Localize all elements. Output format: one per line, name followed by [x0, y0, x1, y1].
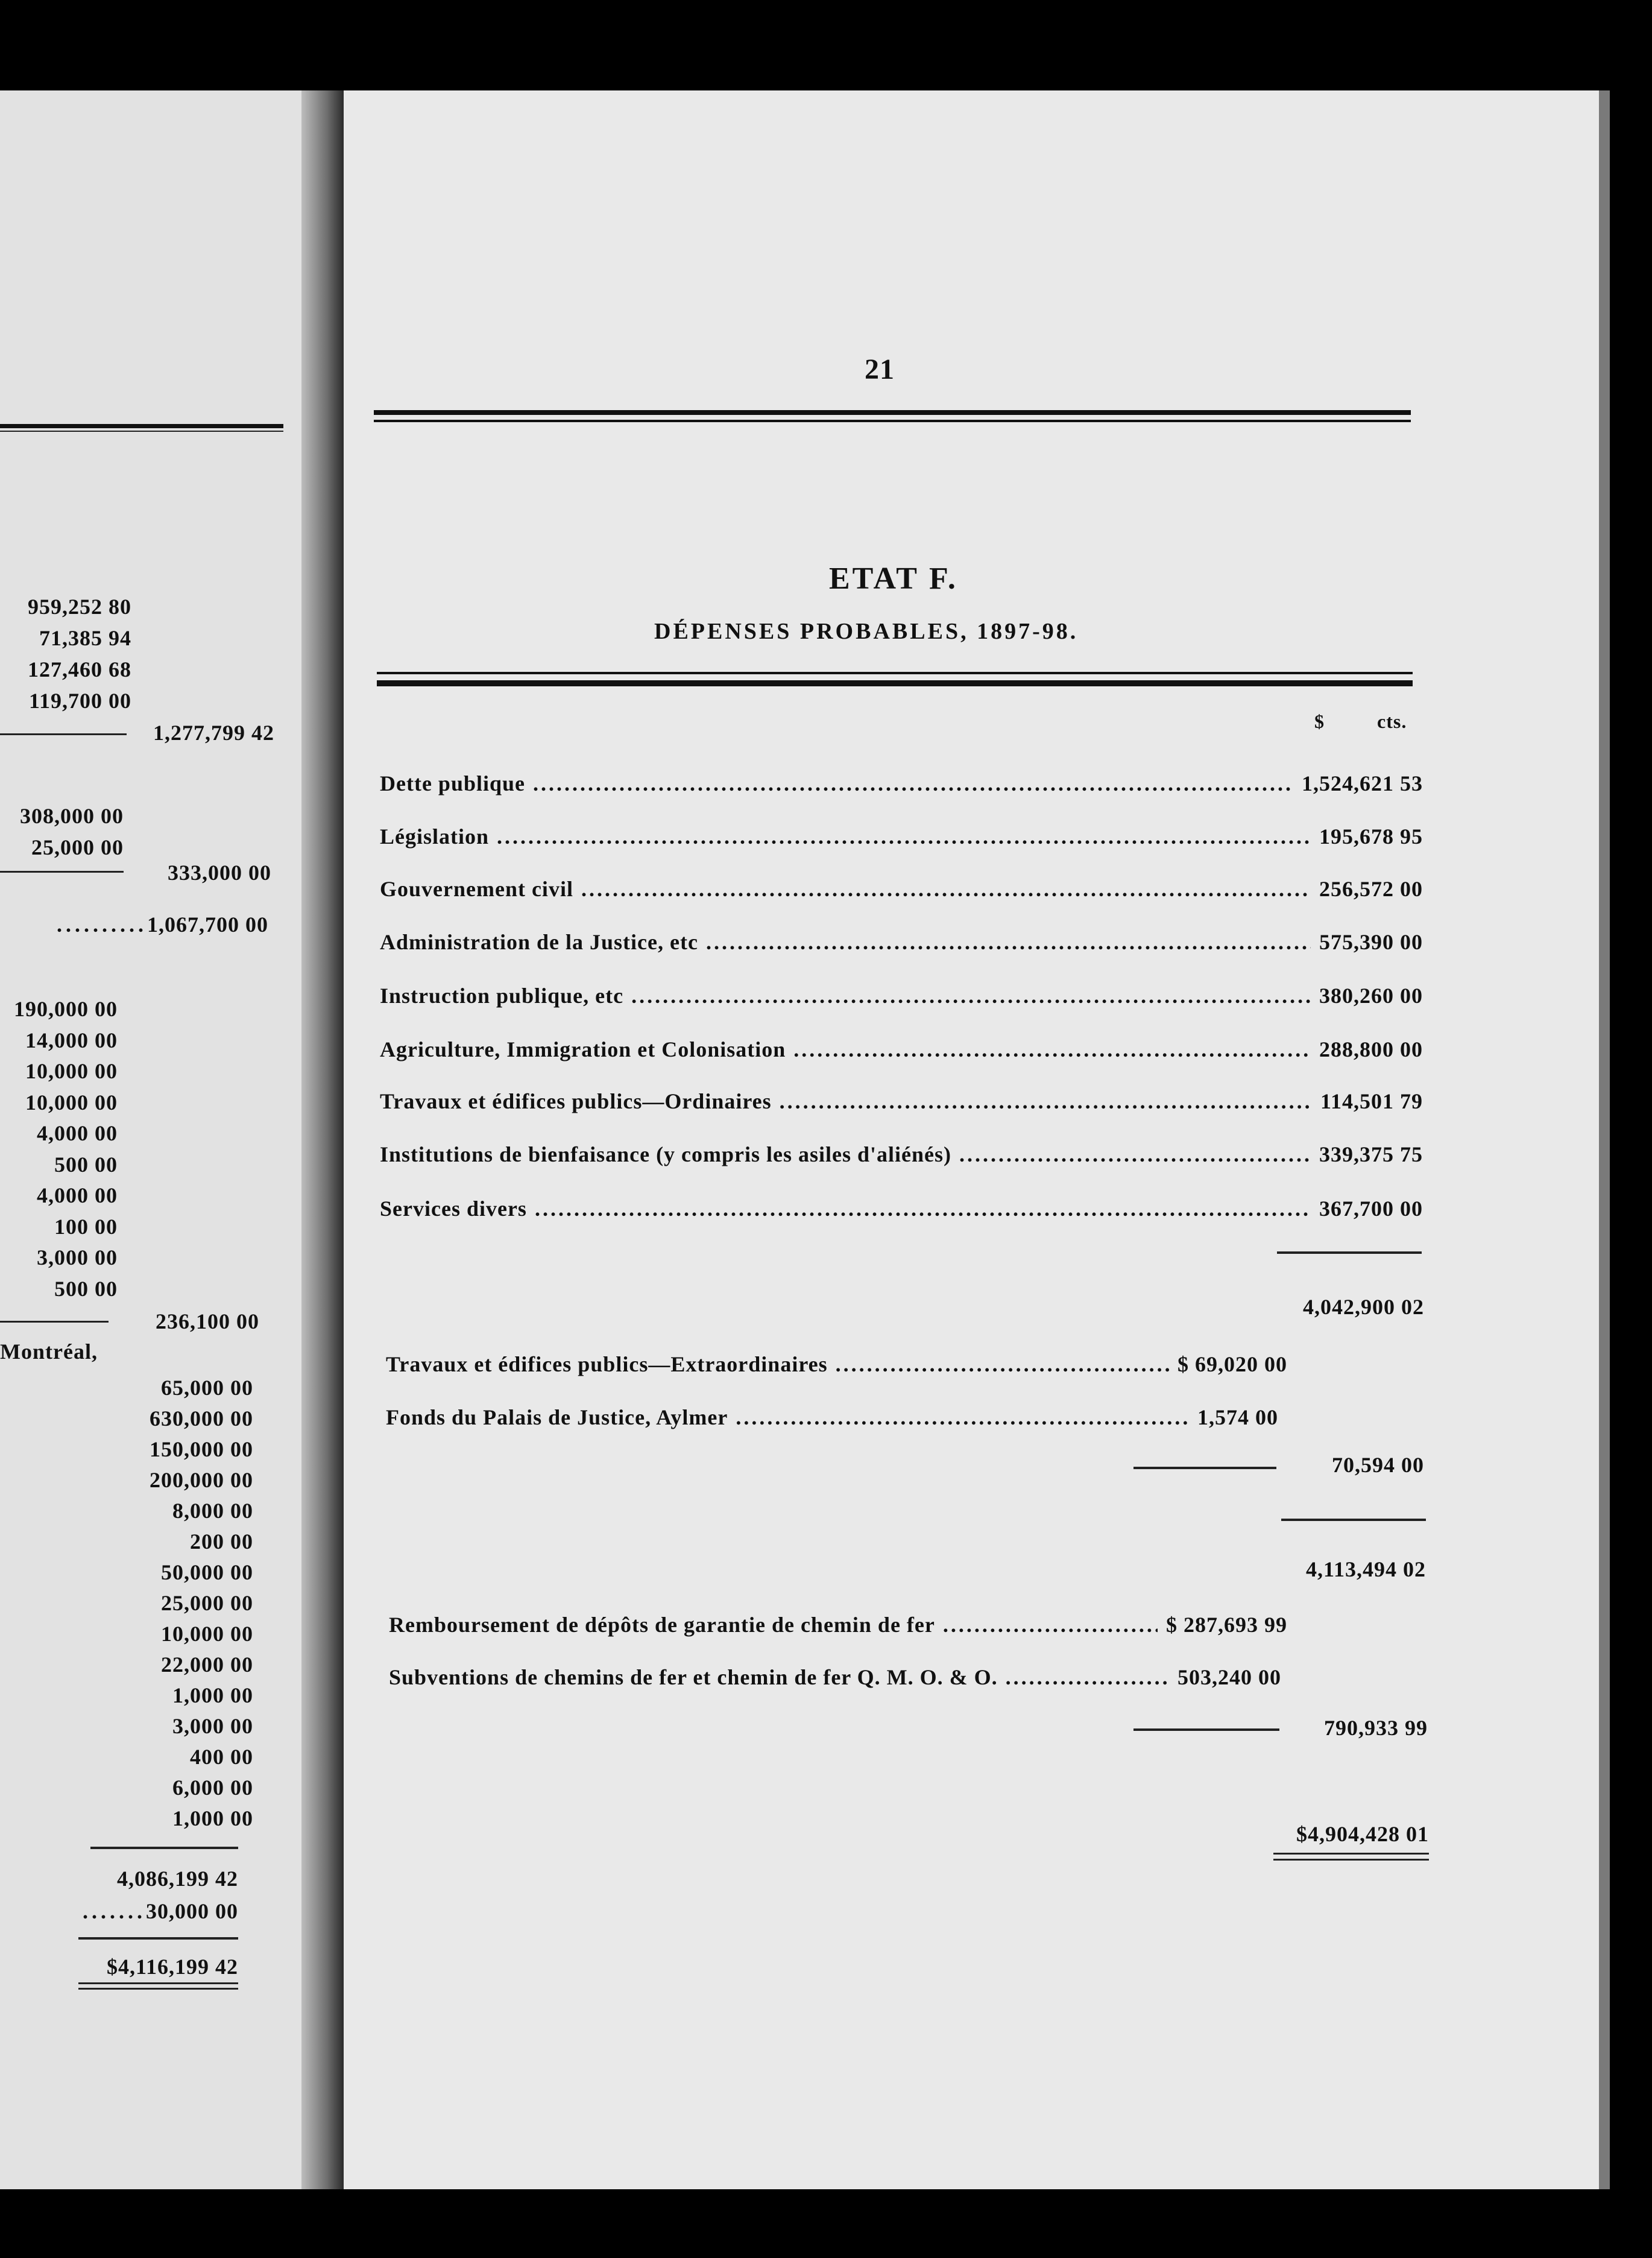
left-sum-rule [0, 1321, 109, 1323]
left-amount: 71,385 94 [39, 626, 131, 650]
left-sum-rule [90, 1847, 238, 1849]
left-amount: 150,000 00 [150, 1437, 253, 1461]
expense-label: Instruction publique, etc ..... [380, 983, 1423, 1008]
sum-rule [1133, 1728, 1279, 1731]
left-amount: 400 00 [190, 1745, 253, 1769]
extra-total: 70,594 00 [1332, 1453, 1424, 1477]
extra-label: Fonds du Palais de Justice, Aylmer ..... [386, 1405, 1278, 1430]
rail-row [389, 1612, 1287, 1643]
left-amount: 6,000 00 [172, 1776, 253, 1800]
left-amount: 4,000 00 [37, 1183, 118, 1207]
left-amount: 50,000 00 [161, 1560, 253, 1584]
extra-amount: $ 69,020 00 [1169, 1352, 1287, 1377]
left-subtotal: 4,086,199 42 [117, 1867, 238, 1891]
expense-amount: 1,524,621 53 [1293, 771, 1423, 796]
extra-row [386, 1405, 1278, 1436]
rail-amount: $ 287,693 99 [1158, 1612, 1287, 1637]
expense-label: Services divers ..... [380, 1196, 1423, 1221]
left-amount: 25,000 00 [31, 835, 124, 859]
expense-amount: 380,260 00 [1311, 983, 1423, 1008]
extra-amount: 1,574 00 [1189, 1405, 1278, 1430]
left-amount: 3,000 00 [37, 1245, 118, 1270]
rail-label: Subventions de chemins de fer et chemin de fer Q. M. O. & O. ..... [389, 1665, 1281, 1690]
left-extra: .......30,000 00 [83, 1899, 238, 1923]
left-amount: 1,000 00 [172, 1806, 253, 1830]
expense-amount: 114,501 79 [1312, 1089, 1423, 1114]
left-amount: 1,000 00 [172, 1683, 253, 1707]
expense-label: Institutions de bienfaisance (y compris les asiles d'aliénés) ..... [380, 1142, 1423, 1167]
expense-row [380, 1089, 1423, 1120]
left-amount: 127,460 68 [28, 657, 131, 682]
left-amount: 200,000 00 [150, 1468, 253, 1492]
column-cents-header: cts. [1377, 710, 1407, 732]
table-top-rule [377, 672, 1413, 674]
expense-label: Administration de la Justice, etc ..... [380, 929, 1423, 955]
grand-total-double-rule [1273, 1859, 1429, 1861]
rail-label: Remboursement de dépôts de garantie de chemin de fer ..... [389, 1612, 1287, 1637]
left-amount: 3,000 00 [172, 1714, 253, 1738]
expense-row [380, 771, 1423, 802]
rail-row [389, 1665, 1281, 1696]
left-amount: 65,000 00 [161, 1376, 253, 1400]
left-amount: 500 00 [54, 1152, 118, 1177]
page-edge [1599, 90, 1610, 2189]
left-amount: 4,000 00 [37, 1121, 118, 1145]
left-total-1: 1,277,799 42 [153, 721, 274, 745]
subtotal-2: 4,113,494 02 [1305, 1557, 1426, 1581]
page-number: 21 [865, 353, 895, 385]
table-top-rule-thick [377, 680, 1413, 686]
left-amount: 100 00 [54, 1214, 118, 1239]
expense-label: Agriculture, Immigration et Colonisation ..... [380, 1037, 1423, 1062]
rail-total: 790,933 99 [1324, 1716, 1428, 1740]
expense-label: Législation ..... [380, 824, 1423, 849]
expense-amount: 339,375 75 [1311, 1142, 1423, 1167]
expense-row [380, 824, 1423, 855]
left-amount: 119,700 00 [28, 689, 131, 713]
left-total-4: 236,100 00 [156, 1309, 259, 1333]
left-amount: 308,000 00 [20, 804, 124, 828]
left-sum-rule [0, 871, 124, 873]
left-double-rule [78, 1988, 238, 1990]
left-amount: 25,000 00 [161, 1591, 253, 1615]
extra-row [386, 1352, 1287, 1383]
left-amount: 190,000 00 [14, 997, 118, 1021]
left-header-rule [0, 424, 283, 428]
left-header-rule-thin [0, 431, 283, 432]
left-heading-fragment: Montréal, [0, 1339, 98, 1364]
expense-amount: 195,678 95 [1311, 824, 1423, 849]
book-gutter [301, 90, 344, 2189]
left-amount: 500 00 [54, 1276, 118, 1301]
expense-row [380, 876, 1423, 908]
expense-row [380, 1037, 1423, 1068]
header-rule-thick [374, 410, 1411, 415]
left-amount: 14,000 00 [25, 1028, 118, 1052]
statement-title: ETAT F. [829, 561, 958, 596]
left-double-rule [78, 1982, 238, 1984]
grand-total-double-rule [1273, 1853, 1429, 1855]
subtotal-1: 4,042,900 02 [1303, 1295, 1424, 1319]
sum-rule [1277, 1251, 1422, 1254]
expense-row [380, 929, 1423, 961]
expense-label: Gouvernement civil ..... [380, 876, 1423, 902]
grand-total: $4,904,428 01 [1296, 1822, 1429, 1846]
left-amount: 959,252 80 [28, 595, 131, 619]
left-sum-rule [78, 1937, 238, 1940]
rail-amount: 503,240 00 [1169, 1665, 1281, 1690]
left-amount: 8,000 00 [172, 1499, 253, 1523]
expense-row [380, 1196, 1423, 1227]
left-amount: 10,000 00 [161, 1622, 253, 1646]
left-grand-total: $4,116,199 42 [106, 1955, 238, 1979]
header-rule-thin [374, 420, 1411, 422]
expense-amount: 575,390 00 [1311, 929, 1423, 955]
left-amount: 22,000 00 [161, 1652, 253, 1677]
left-amount: 630,000 00 [150, 1406, 253, 1431]
sum-rule [1281, 1519, 1426, 1521]
extra-label: Travaux et édifices publics—Extraordinaires ..... [386, 1352, 1287, 1377]
left-amount: 10,000 00 [25, 1059, 118, 1083]
expense-amount: 367,700 00 [1311, 1196, 1423, 1221]
sum-rule [1133, 1467, 1276, 1469]
left-total-2: 333,000 00 [168, 861, 271, 885]
expense-label: Travaux et édifices publics—Ordinaires ..... [380, 1089, 1423, 1114]
left-amount: 200 00 [190, 1529, 253, 1554]
expense-row [380, 983, 1423, 1014]
left-amount: 10,000 00 [25, 1090, 118, 1115]
column-dollar-header: $ [1314, 710, 1325, 732]
left-total-3: ..........1,067,700 00 [57, 912, 268, 937]
expense-amount: 256,572 00 [1311, 876, 1423, 902]
expense-label: Dette publique ..... [380, 771, 1423, 796]
statement-subtitle: DÉPENSES PROBABLES, 1897-98. [654, 619, 1079, 644]
expense-amount: 288,800 00 [1311, 1037, 1423, 1062]
expense-row [380, 1142, 1423, 1173]
main-page [344, 90, 1599, 2189]
